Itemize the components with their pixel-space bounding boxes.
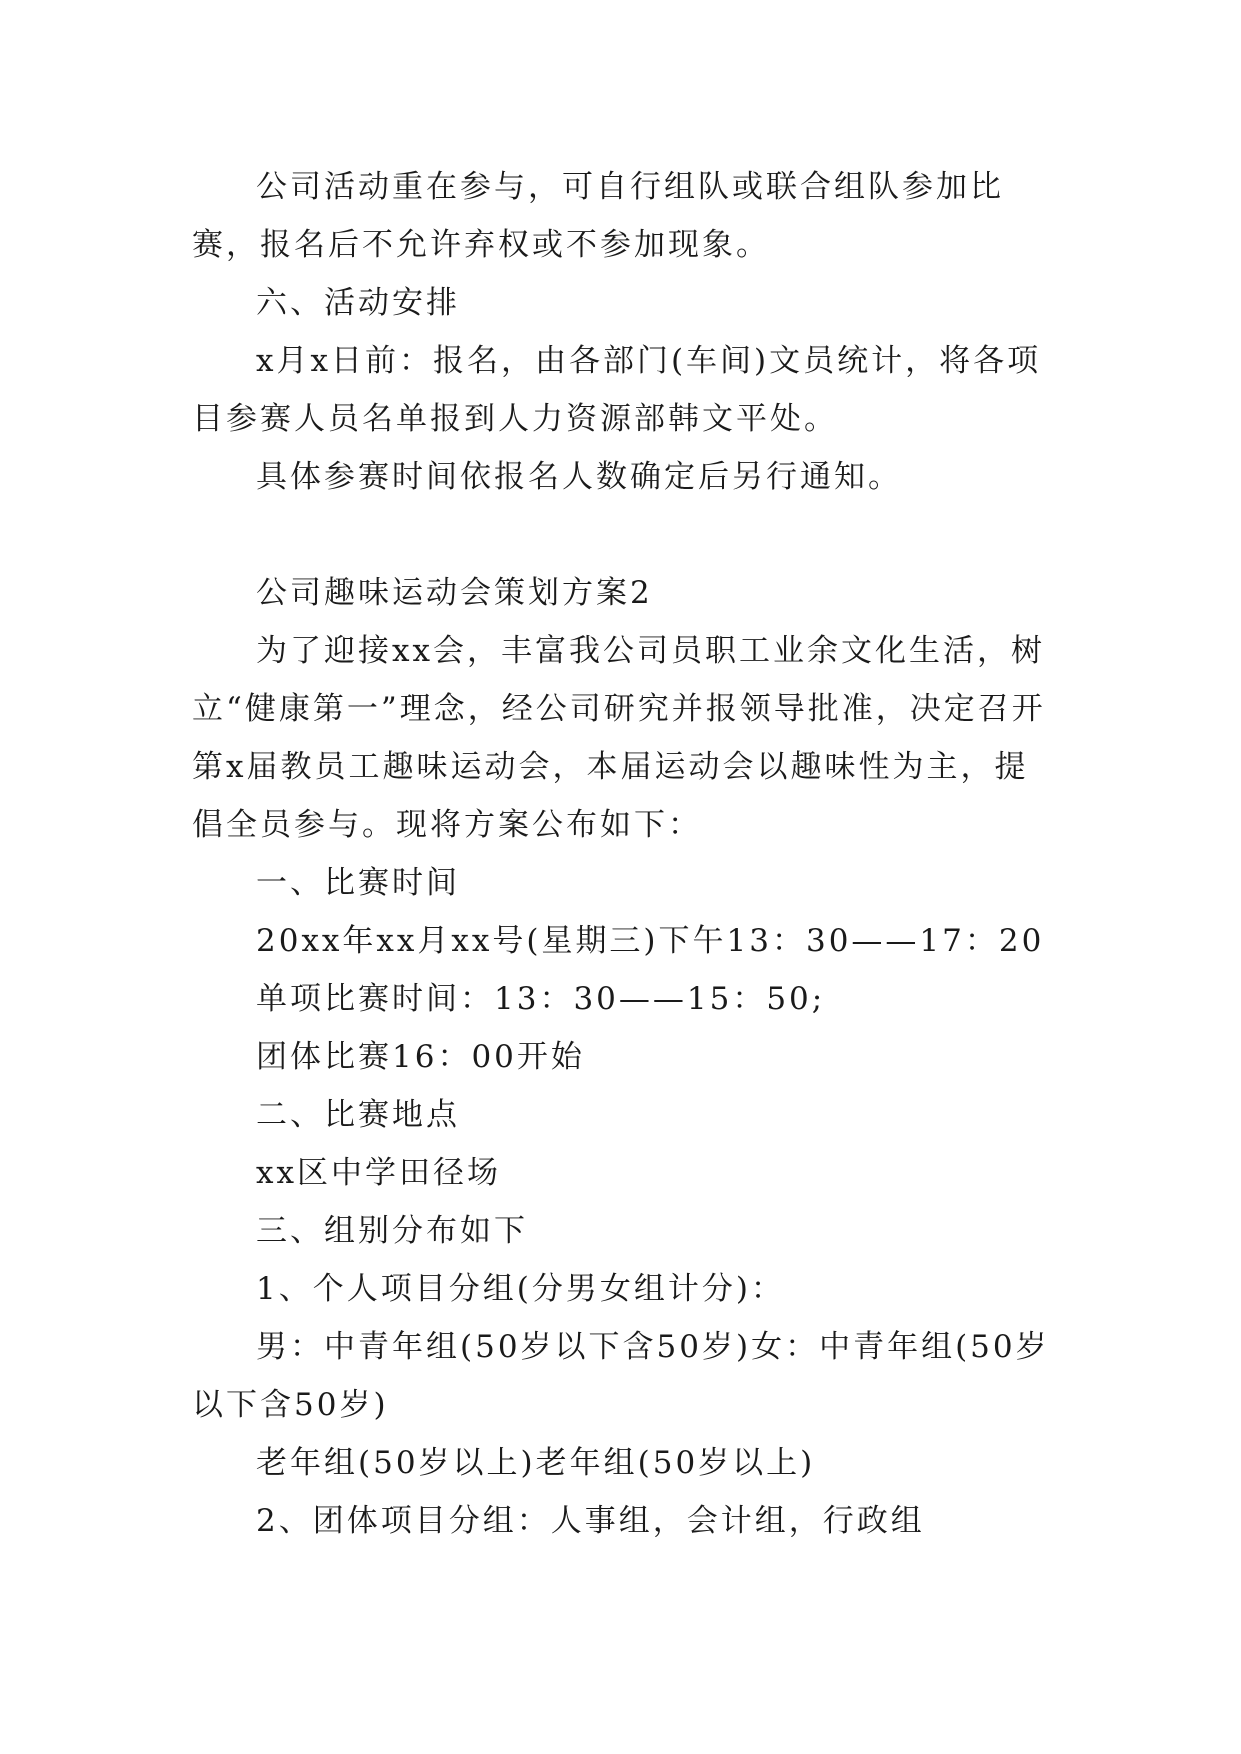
paragraph: 公司活动重在参与，可自行组队或联合组队参加比赛，报名后不允许弃权或不参加现象。 <box>192 169 1004 263</box>
paragraph: x月x日前：报名，由各部门(车间)文员统计，将各项目参赛人员名单报到人力资源部韩文平处。 <box>192 343 1042 437</box>
paragraph: 2、团体项目分组：人事组，会计组，行政组 <box>256 1503 925 1539</box>
paragraph: 为了迎接xx会，丰富我公司员职工业余文化生活，树立“健康第一”理念，经公司研究并报领导批准，决定召开第x届教员工趣味运动会，本届运动会以趣味性为主，提倡全员参与。现将方案公布如下： <box>192 633 1046 843</box>
paragraph: 具体参赛时间依报名人数确定后另行通知。 <box>256 459 902 495</box>
section-heading: 六、活动安排 <box>256 285 460 321</box>
paragraph: 20xx年xx月xx号(星期三)下午13：30——17：20 <box>256 923 1045 959</box>
section-heading: 三、组别分布如下 <box>256 1213 528 1249</box>
paragraph: xx区中学田径场 <box>256 1155 501 1191</box>
paragraph: 老年组(50岁以上)老年组(50岁以上) <box>256 1445 816 1481</box>
paragraph: 单项比赛时间：13：30——15：50; <box>256 981 826 1017</box>
paragraph: 团体比赛16：00开始 <box>256 1039 585 1075</box>
paragraph: 男：中青年组(50岁以下含50岁)女：中青年组(50岁以下含50岁) <box>192 1329 1050 1423</box>
section-heading: 一、比赛时间 <box>256 865 460 901</box>
document-subtitle: 公司趣味运动会策划方案2 <box>256 575 653 611</box>
section-heading: 二、比赛地点 <box>256 1097 460 1133</box>
paragraph: 1、个人项目分组(分男女组计分)： <box>256 1271 785 1307</box>
document-body <box>192 158 1062 1550</box>
section-spacer <box>192 506 1062 564</box>
